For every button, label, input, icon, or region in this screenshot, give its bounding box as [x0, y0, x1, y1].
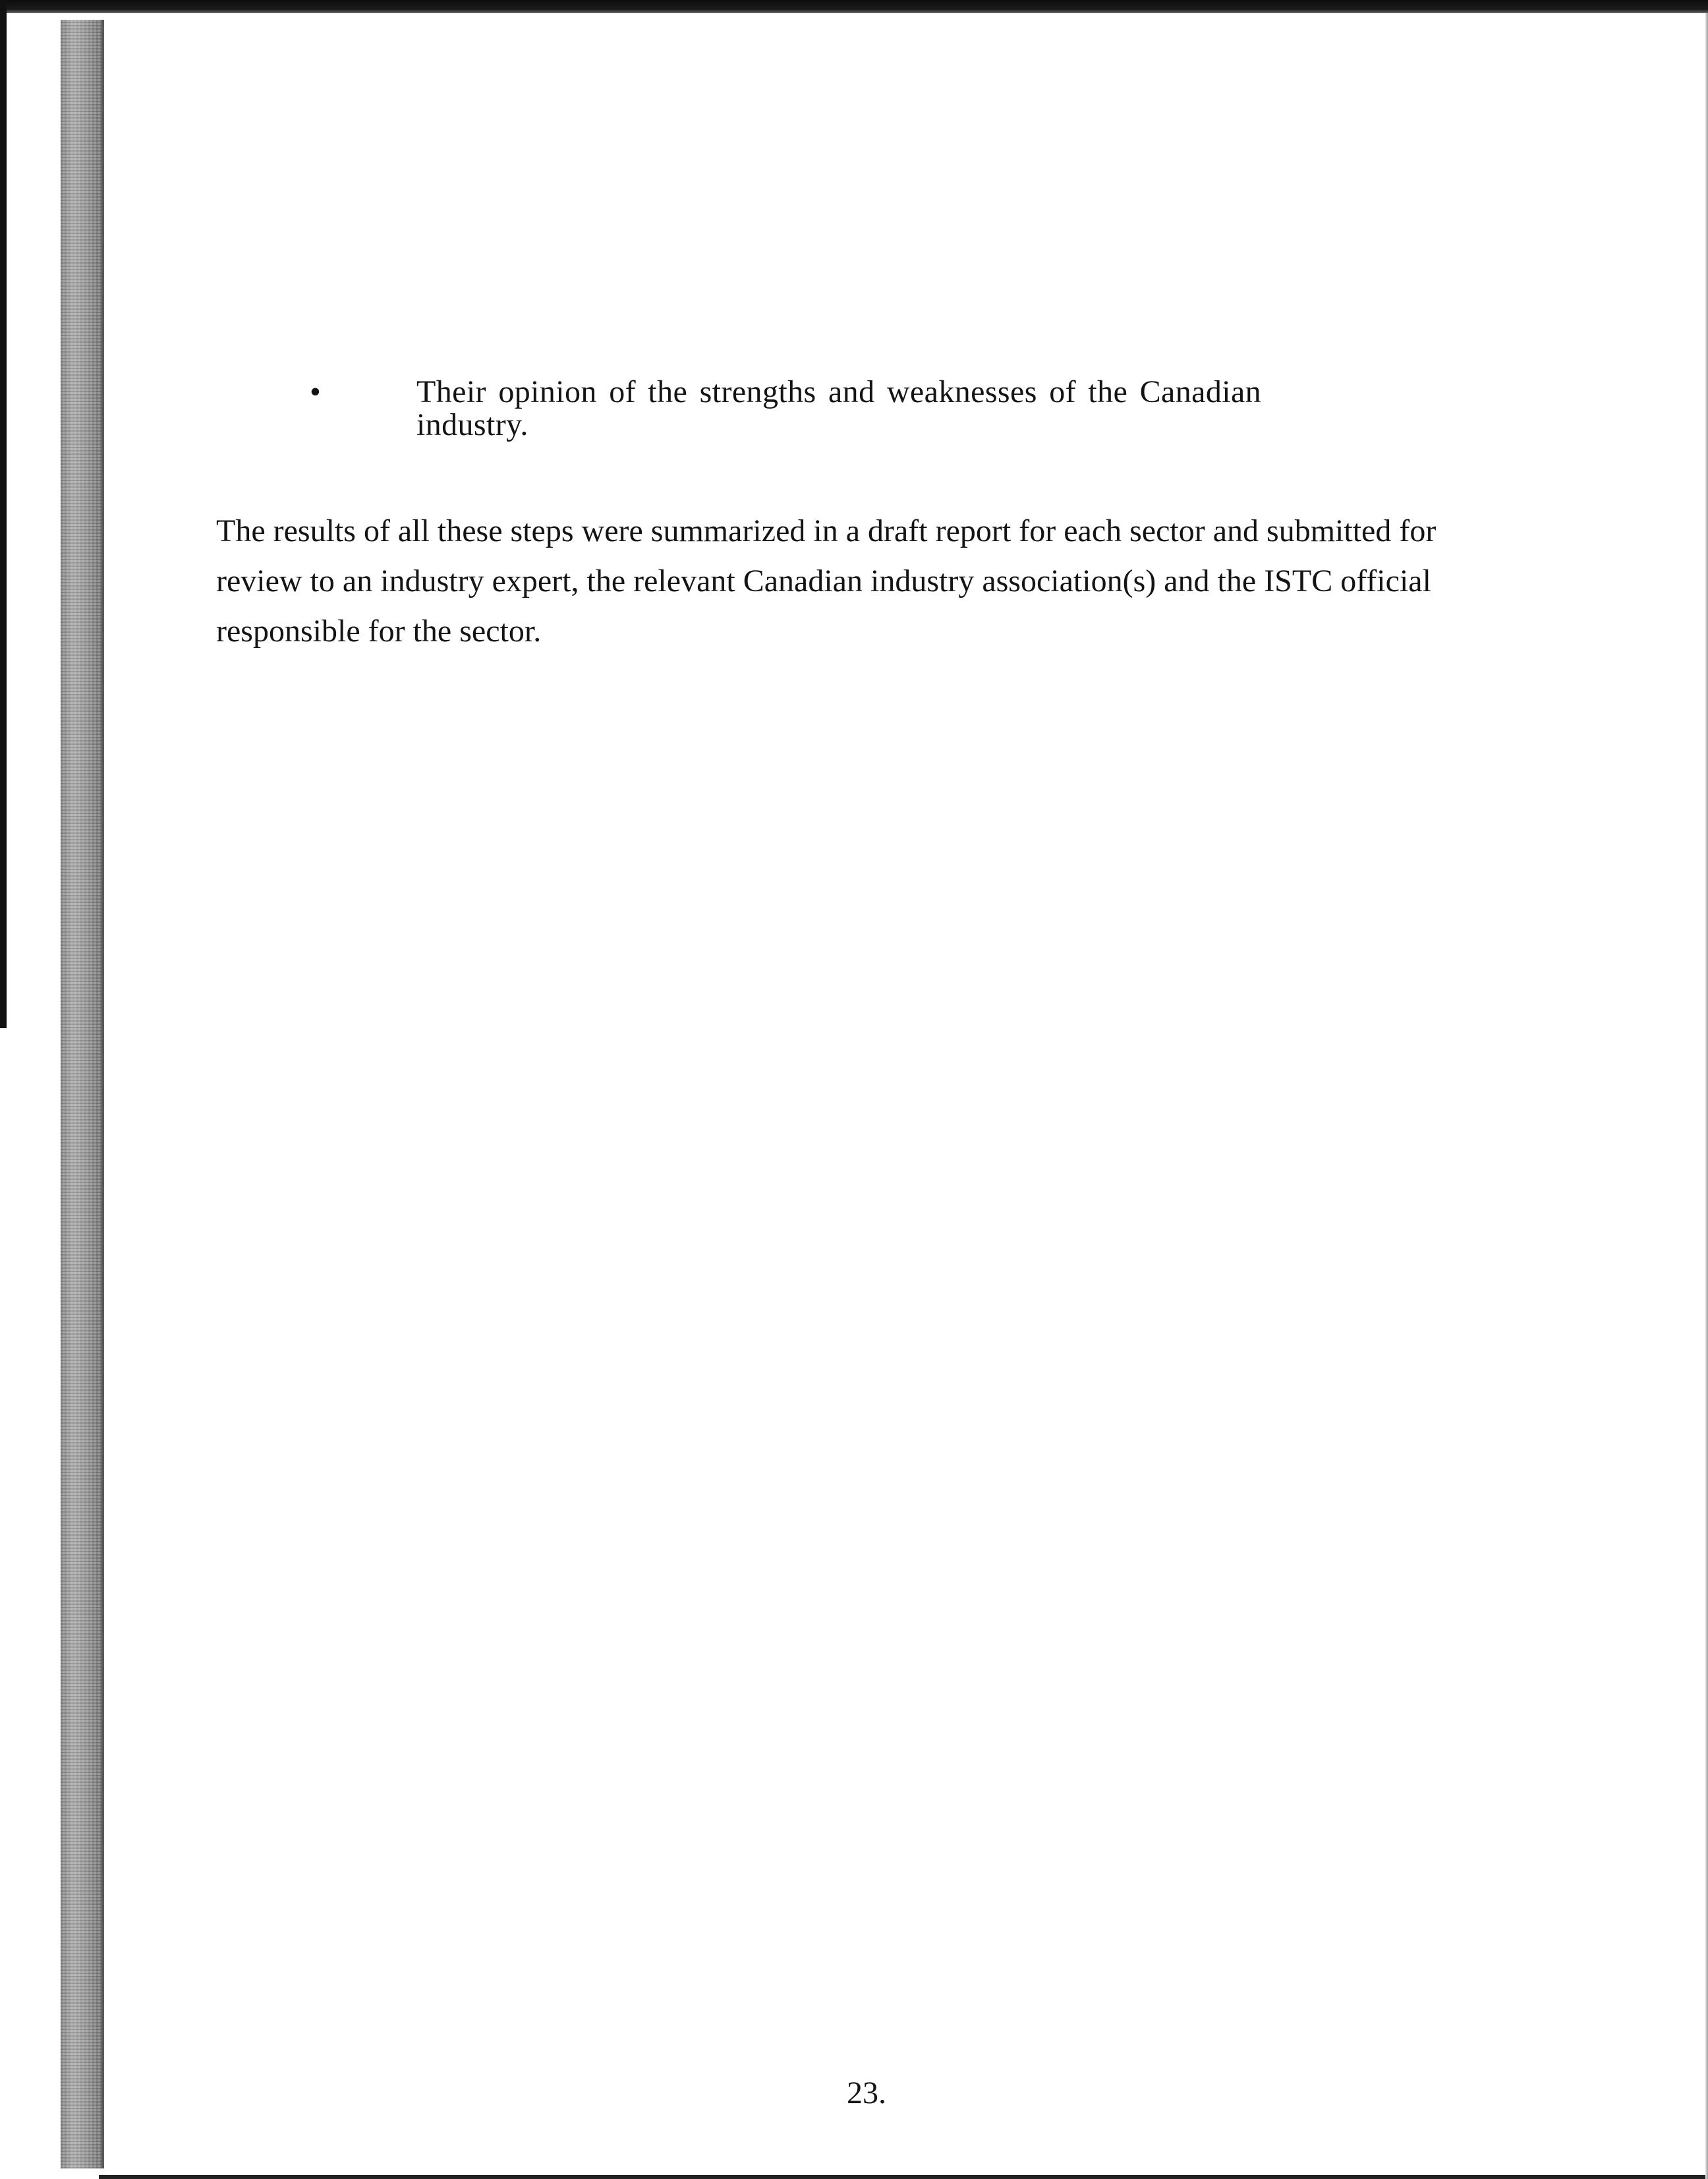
scan-right-edge	[1705, 13, 1708, 2179]
bullet-text: Their opinion of the strengths and weaknesses of the Canadian industry.	[416, 374, 1262, 442]
bullet-mark: •	[310, 374, 321, 409]
bullet-item	[310, 376, 1338, 442]
scan-left-edge	[0, 0, 7, 1028]
binding-gutter	[61, 20, 101, 2168]
scan-bottom-edge	[99, 2175, 1708, 2179]
scan-top-edge	[0, 0, 1708, 13]
body-paragraph: The results of all these steps were summarized in a draft report for each sector and submitted for review to an industry expert, the relevant Canadian industry association(s) and the ISTC official responsible for the sector.	[216, 513, 1437, 649]
binding-gutter-edge	[101, 20, 104, 2168]
page-number: 23.	[847, 2076, 886, 2110]
